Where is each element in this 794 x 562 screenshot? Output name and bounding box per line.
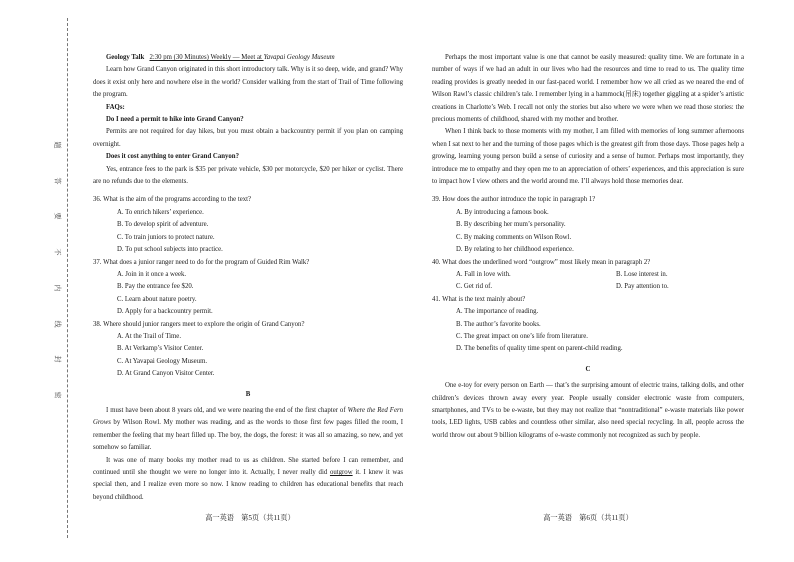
binding-char: 题 [53, 141, 61, 149]
faq-answer: Yes, entrance fees to the park is $35 per private vehicle, $30 per motorcycle, $20 per hiker or cyclist. There are no refunds due to the elements. [93, 165, 403, 186]
binding-labels [50, 140, 64, 400]
binding-char: 要 [53, 212, 61, 220]
faqs-heading: FAQs: [106, 103, 125, 111]
option: B. The author’s favorite books. [456, 320, 541, 328]
geology-place: Yavapai Geology Museum [263, 54, 335, 61]
option: C. The great impact on one’s life from literature. [456, 332, 588, 340]
section-c-heading: C [585, 365, 591, 373]
option: C. Learn about nature poetry. [117, 295, 197, 303]
geology-talk-heading [93, 52, 403, 64]
question-40: 40. What does the underlined word “outgrow” most likely mean in paragraph 2? [432, 258, 651, 266]
binding-char: 密 [53, 391, 61, 399]
binding-line [67, 18, 68, 538]
option: D. Pay attention to. [616, 283, 669, 291]
passage-b-paragraph-1: I must have been about 8 years old, and we were nearing the end of the first chapter of Where the Red Fern Grows by Wilson Rowl. My mother was reading, and as the words to those first few pages filled the room, I remember the feeling that my heart filled up. The boy, the dogs, the forest: it was all so amazing, so new, and yet somehow so familiar. [93, 406, 404, 452]
passage-b-paragraph-4: When I think back to those moments with my mother, I am filled with memories of long summer afternoons when I sat next to her and the turning of those pages which is the greatest gift from those days. Those pages help a growing, learning young person build a sense of curiosity and a sense of humor. Perhaps most importantly, they introduce me to empathy and they open me to an appreciation of others’ experiences, and this appreciation is sure to impact how I view others and the world around me. I’ll always hold those memories dear. [432, 128, 744, 186]
passage-b-paragraph-2: It was one of many books my mother read to us as children. She started before I can remember, and continued until she thought we were no longer into it. Actually, I never really did outgrow it. I knew it was special then, and I realize even more so now. I know reading to children has educational benefits that reach beyond childhood. [93, 456, 403, 501]
option: B. At Verkamp’s Visitor Center. [117, 345, 204, 353]
option: A. At the Trail of Time. [117, 332, 182, 340]
question-39: 39. How does the author introduce the topic in paragraph 1? [432, 196, 596, 204]
book-title: Where the Red Fern Grows [93, 406, 404, 427]
left-column [93, 52, 403, 504]
option: A. Join in it once a week. [117, 270, 187, 278]
question-41: 41. What is the text mainly about? [432, 295, 526, 303]
option: A. To enrich hikers’ experience. [117, 208, 204, 216]
binding-char: 线 [53, 320, 61, 328]
binding-char: 不 [53, 248, 61, 256]
option: C. By making comments on Wilson Rowl. [456, 233, 572, 241]
faq-answer: Permits are not required for day hikes, but you must obtain a backcountry permit if you plan on camping overnight. [93, 128, 403, 148]
faq-question: Do I need a permit to hike into Grand Canyon? [106, 116, 244, 124]
option: D. Apply for a backcountry permit. [117, 308, 213, 316]
question-40-options [432, 269, 744, 294]
option: C. Get rid of. [456, 283, 493, 291]
page-footer-left: 高一英语 第5页（共11页） [205, 514, 295, 522]
passage-b-paragraph-3: Perhaps the most important value is one that cannot be easily measured: quality time. We are fortunate in a number of ways if we had an adult in our lives who had the resources and time to read to us. The quality time reading provides is greatly needed in our fast-paced world. I remember how we all cried as we neared the end of Wilson Rawl’s classic children’s tale. I remember lying in a hammock(吊床) together giggling at a spider’s artistic creations in Charlotte’s Web. I recall not only the stories but also where we were when we read those stories: the precious moments of childhood, shared with my mother and brother. [432, 54, 744, 124]
question-38: 38. Where should junior rangers meet to explore the origin of Grand Canyon? [93, 320, 305, 328]
geology-description: Learn how Grand Canyon originated in this short introductory talk. Why is it so deep, wide, and grand? Why does it exist only here and nowhere else in the world? Consider walking from the start of Trail of Time following the program. [93, 66, 403, 99]
question-36: 36. What is the aim of the programs according to the text? [93, 196, 252, 204]
binding-char: 答 [53, 177, 61, 185]
underlined-word: outgrow [329, 469, 353, 476]
option: B. By describing her mum’s personality. [456, 221, 566, 229]
geology-time: 2:30 pm (30 Minutes) Weekly — Meet at [149, 54, 264, 61]
passage-c-paragraph-1: One e-toy for every person on Earth — that’s the surprising amount of electric trains, talking dolls, and other children’s devices thrown away every year. People usually consider electronic waste from computers, smartphones, and TVs to be e-waste, but they may not realize that “nontraditional” e-waste materials like power tools, LED lights, USB cables and countless other similar, also need special recycling. In all, people across the world throw out about 9 billion kilograms of e-waste commonly not recognized as such by people. [432, 382, 744, 439]
option: B. Lose interest in. [616, 270, 668, 278]
option: D. To put school subjects into practice. [117, 246, 223, 254]
binding-char: 封 [53, 355, 61, 363]
option: A. The importance of reading. [456, 308, 539, 316]
geology-title: Geology Talk [106, 54, 145, 61]
option: D. By relating to her childhood experience. [456, 246, 574, 254]
option: A. Fall in love with. [456, 270, 511, 278]
faq-question: Does it cost anything to enter Grand Canyon? [106, 153, 239, 161]
option: D. The benefits of quality time spent on parent-child reading. [456, 345, 623, 353]
option: B. Pay the entrance fee $20. [117, 283, 194, 291]
option: D. At Grand Canyon Visitor Center. [117, 370, 215, 378]
option: C. At Yavapai Geology Museum. [117, 357, 208, 365]
question-37: 37. What does a junior ranger need to do for the program of Guided Rim Walk? [93, 258, 310, 266]
option: A. By introducing a famous book. [456, 208, 549, 216]
option: B. To develop spirit of adventure. [117, 221, 209, 229]
section-b-heading: B [245, 390, 251, 398]
option: C. To train juniors to protect nature. [117, 233, 215, 241]
right-column [432, 52, 744, 442]
page-footer-right: 高一英语 第6页（共11页） [543, 514, 633, 522]
binding-char: 内 [53, 284, 61, 292]
